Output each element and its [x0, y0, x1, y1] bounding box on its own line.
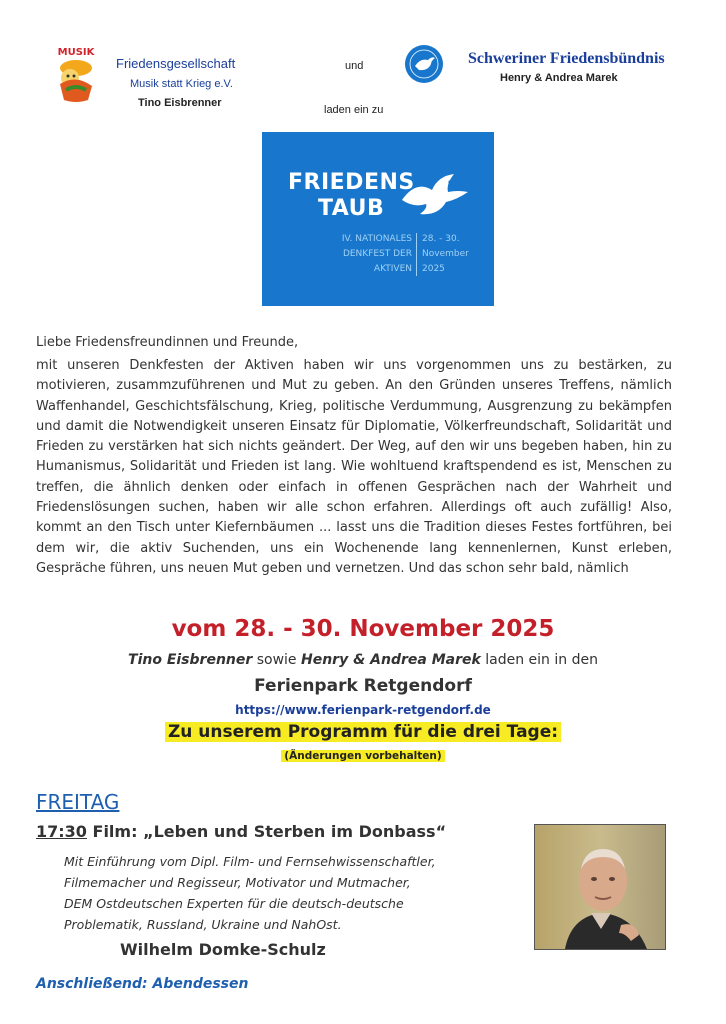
event-banner: [262, 132, 494, 306]
program-heading: [0, 722, 726, 742]
connector-text: und: [345, 60, 364, 72]
speaker-photo: [534, 824, 666, 950]
venue-name: Ferienpark Retgendorf: [254, 676, 472, 696]
host1: Tino Eisbrenner: [128, 652, 253, 668]
org2-name: Schweriner Friedensbündnis: [468, 50, 665, 67]
banner-subtitle-left-2: DENKFEST DER: [342, 249, 412, 259]
changes-note-text: (Änderungen vorbehalten): [281, 750, 444, 762]
musik-statt-krieg-logo: [50, 44, 102, 106]
banner-subtitle-right: [422, 232, 469, 277]
after-event-note: Anschließend: Abendessen: [36, 976, 249, 992]
banner-subtitle-right-3: 2025: [422, 264, 445, 274]
banner-subtitle-right-1: 28. - 30.: [422, 234, 460, 244]
program-heading-text: Zu unserem Programm für die drei Tage:: [165, 722, 561, 742]
banner-title-line2: TAUB: [318, 196, 385, 221]
event-date: vom 28. - 30. November 2025: [171, 616, 555, 642]
host2: Henry & Andrea Marek: [301, 652, 481, 668]
event-title: „Leben und Sterben im Donbass“: [143, 822, 447, 841]
banner-title-line1: FRIEDENS: [288, 170, 415, 195]
dove-icon: [398, 170, 470, 222]
org1-name: Friedensgesellschaft: [116, 56, 236, 71]
banner-subtitle-left-3: AKTIVEN: [373, 264, 412, 274]
org1-person: Tino Eisbrenner: [138, 97, 222, 109]
banner-subtitle-right-2: November: [422, 249, 469, 259]
event-type: Film:: [92, 822, 138, 841]
event-speaker: Wilhelm Domke-Schulz: [120, 940, 326, 959]
invite-text: laden ein zu: [324, 104, 384, 116]
changes-note: [0, 750, 726, 762]
banner-divider: [416, 233, 417, 276]
event-description-line: Problematik, Russland, Ukraine und NahOst.: [64, 917, 342, 932]
friday-event: [36, 822, 446, 841]
letter-greeting: Liebe Friedensfreundinnen und Freunde,: [36, 335, 299, 350]
event-description: [64, 851, 504, 935]
event-time: 17:30: [36, 822, 87, 841]
letter-body: mit unseren Denkfesten der Aktiven haben wir uns vorgenommen uns zu bestärken, zu motivieren, zusammzuführenen und Mut zu geben. An den Gründen unseres Treffens, nämlich Waffenhandel, Geschichtsfälschung, Krieg, politische Verdummung, Ausgrenzung zu bekämpfen und damit die Notwendigkeit unseren Einsatz für Diplomatie, Völkerfreundschaft, Solidarität und Frieden zu verstärken hat sich nichts geändert. Der Weg, auf den wir uns begeben haben, hin zu Humanismus, Solidarität und Frieden ist lang. Wie wohltuend kraftspendend es ist, Menschen zu treffen, die ähnlich denken oder einfach in offenen Gesprächen nach der Wahrheit und Friedenslösungen suchen, haben wir alle schon erfahren. Allerdings oft auch zufällig! Also, kommt an den Tisch unter Kiefernbäumen ... lasst uns die Tradition dieses Festes fortführen, bei dem wir, die aktiv Suchenden, uns ein Wochenende lang kennenlernen, Kunst erleben, Gespräche führen, uns neuen Mut geben und vernetzen. Und das schon sehr bald, nämlich: [36, 358, 672, 576]
host-joiner: sowie: [256, 652, 297, 668]
logo-lettering: MUSIK: [57, 47, 95, 58]
org1-subtitle: Musik statt Krieg e.V.: [130, 78, 233, 90]
venue-url-link[interactable]: https://www.ferienpark-retgendorf.de: [235, 703, 491, 717]
friedensbuendnis-dove-icon: [404, 44, 444, 84]
banner-subtitle-left: [298, 232, 412, 277]
banner-subtitle-left-1: IV. NATIONALES: [341, 234, 412, 244]
event-description-line: Mit Einführung vom Dipl. Film- und Fernsehwissenschaftler,: [64, 854, 436, 869]
org2-person: Henry & Andrea Marek: [500, 72, 618, 84]
hosts-invite: [0, 652, 726, 668]
day-heading-friday: FREITAG: [36, 790, 120, 814]
event-description-line: Filmemacher und Regisseur, Motivator und Mutmacher,: [64, 875, 411, 890]
invite-suffix: laden ein in den: [485, 652, 598, 668]
event-description-line: DEM Ostdeutschen Experten für die deutsch-deutsche: [64, 896, 404, 911]
